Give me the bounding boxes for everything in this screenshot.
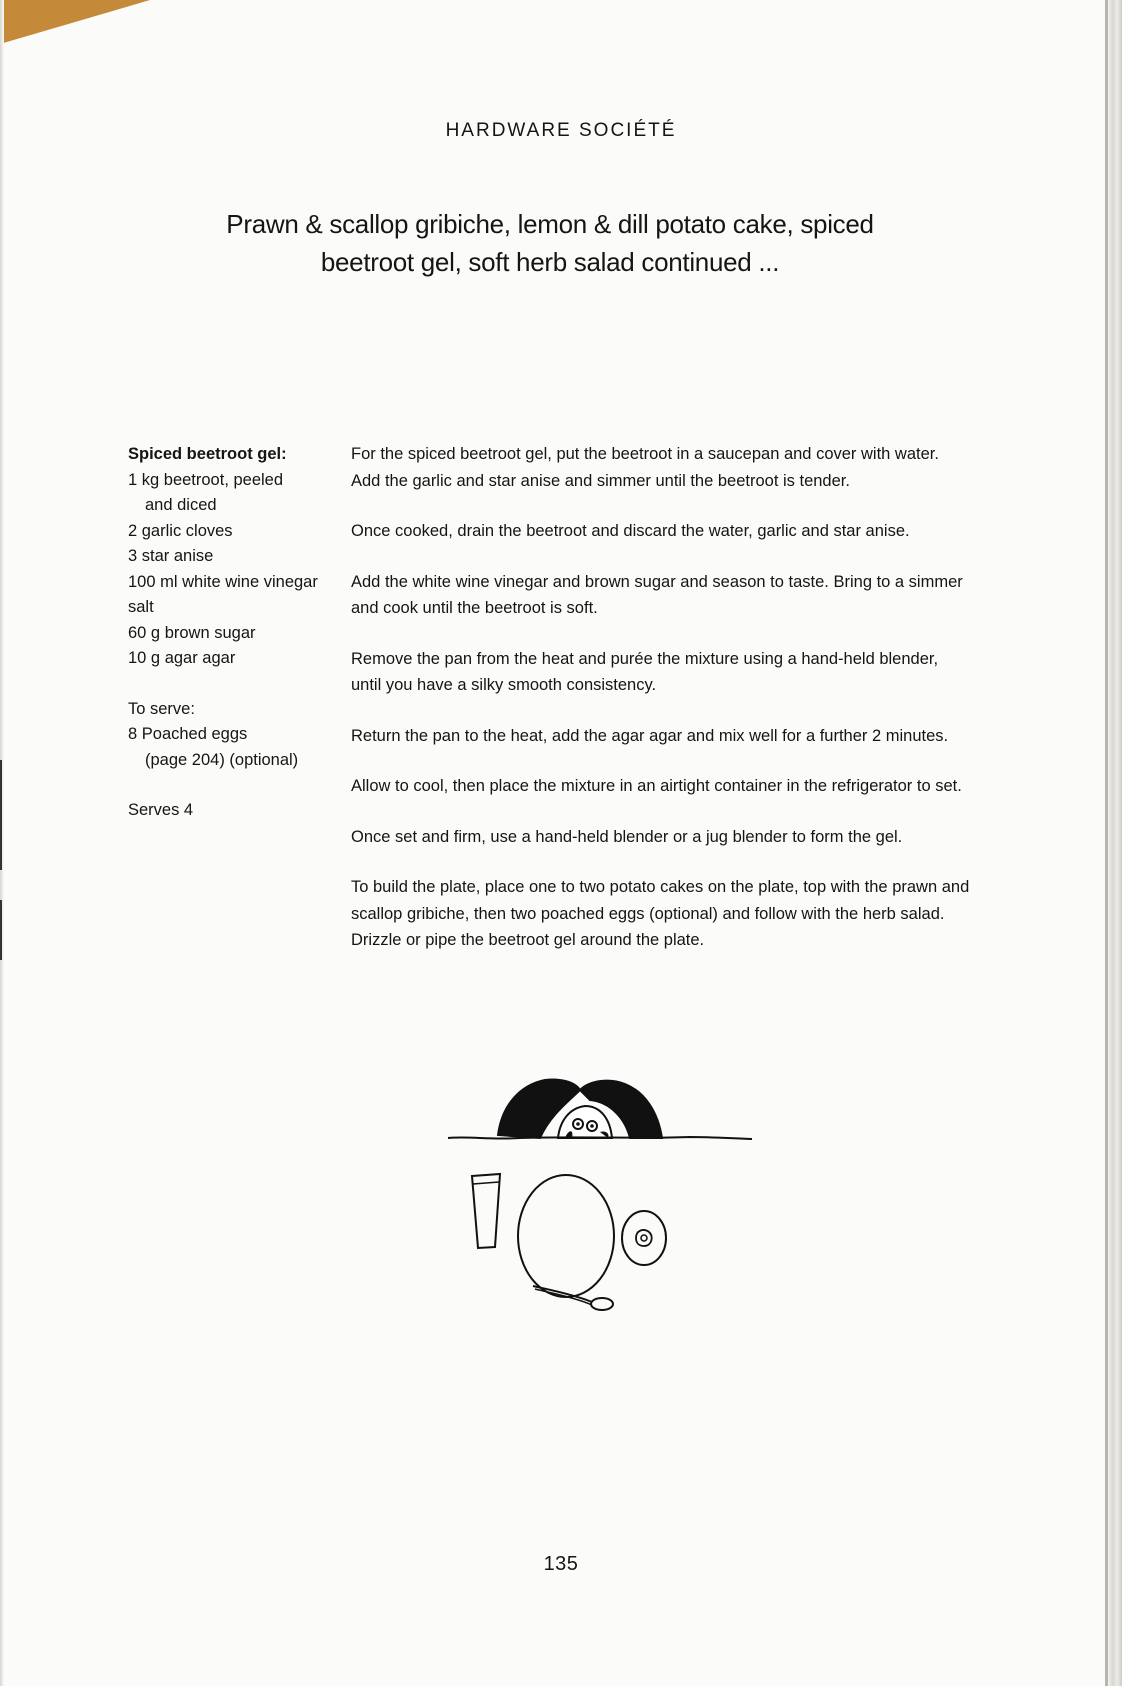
ingredient-item: 60 g brown sugar: [128, 623, 256, 642]
page-edge-mark: [0, 900, 2, 960]
bowl-shape: [622, 1211, 666, 1265]
ingredients-heading-serve: To serve:: [128, 699, 195, 718]
glass-shape: [472, 1174, 500, 1248]
ingredient-item: 1 kg beetroot, peeled: [128, 470, 284, 489]
ingredient-item: (page 204) (optional): [145, 750, 299, 769]
egg-shape: [636, 1230, 652, 1246]
ingredients-spacer: [128, 773, 338, 798]
method-step: Allow to cool, then place the mixture in an airtight container in the refrigerator to set.: [351, 777, 962, 795]
ingredient-item: 3 star anise: [128, 547, 214, 565]
ingredient-item: 10 g agar agar: [128, 649, 236, 667]
recipe-title: [200, 205, 900, 281]
recipe-title-line-2: beetroot gel, soft herb salad continued ...: [320, 247, 780, 277]
ingredient-item: 8 Poached eggs: [128, 725, 248, 743]
diner-peeking-over-table-illustration: [440, 1060, 770, 1320]
method-step: Once set and firm, use a hand-held blender or a jug blender to form the gel.: [351, 827, 903, 846]
ingredient-item: and diced: [145, 496, 217, 514]
ingredients-spacer: [128, 672, 338, 697]
method-step: For the spiced beetroot gel, put the beetroot in a saucepan and cover with water. Add the garlic and star anise and simmer until the beetroot is tender.: [351, 445, 939, 490]
plate-shape: [518, 1175, 614, 1297]
page-edge-mark: [0, 760, 2, 870]
wooden-table-corner: [0, 0, 150, 44]
ingredients-heading-gel: Spiced beetroot gel:: [128, 445, 287, 463]
method-step: To build the plate, place one to two potato cakes on the plate, top with the prawn and scallop gribiche, then two poached eggs (optional) and follow with the herb salad. Drizzle or pipe the beetroot gel around the plate.: [351, 878, 970, 949]
section-header: HARDWARE SOCIÉTÉ: [445, 120, 677, 141]
ingredient-item: 100 ml white wine vinegar: [128, 572, 318, 591]
method-steps: [351, 441, 971, 978]
method-step: Once cooked, drain the beetroot and discard the water, garlic and star anise.: [351, 522, 910, 540]
ingredient-item: 2 garlic cloves: [128, 521, 233, 540]
ingredient-item: salt: [128, 598, 154, 616]
method-step: Return the pan to the heat, add the agar agar and mix well for a further 2 minutes.: [351, 726, 949, 745]
method-step: Add the white wine vinegar and brown sugar and season to taste. Bring to a simmer and cook until the beetroot is soft.: [351, 572, 963, 617]
method-step: Remove the pan from the heat and purée the mixture using a hand-held blender, until you have a silky smooth consistency.: [351, 649, 939, 694]
ingredients-list: [128, 442, 338, 824]
page-binding-edge: [1108, 0, 1122, 1686]
page-number: 135: [543, 1553, 579, 1575]
serves-count: Serves 4: [128, 801, 194, 819]
recipe-title-line-1: Prawn & scallop gribiche, lemon & dill potato cake, spiced: [226, 209, 874, 239]
